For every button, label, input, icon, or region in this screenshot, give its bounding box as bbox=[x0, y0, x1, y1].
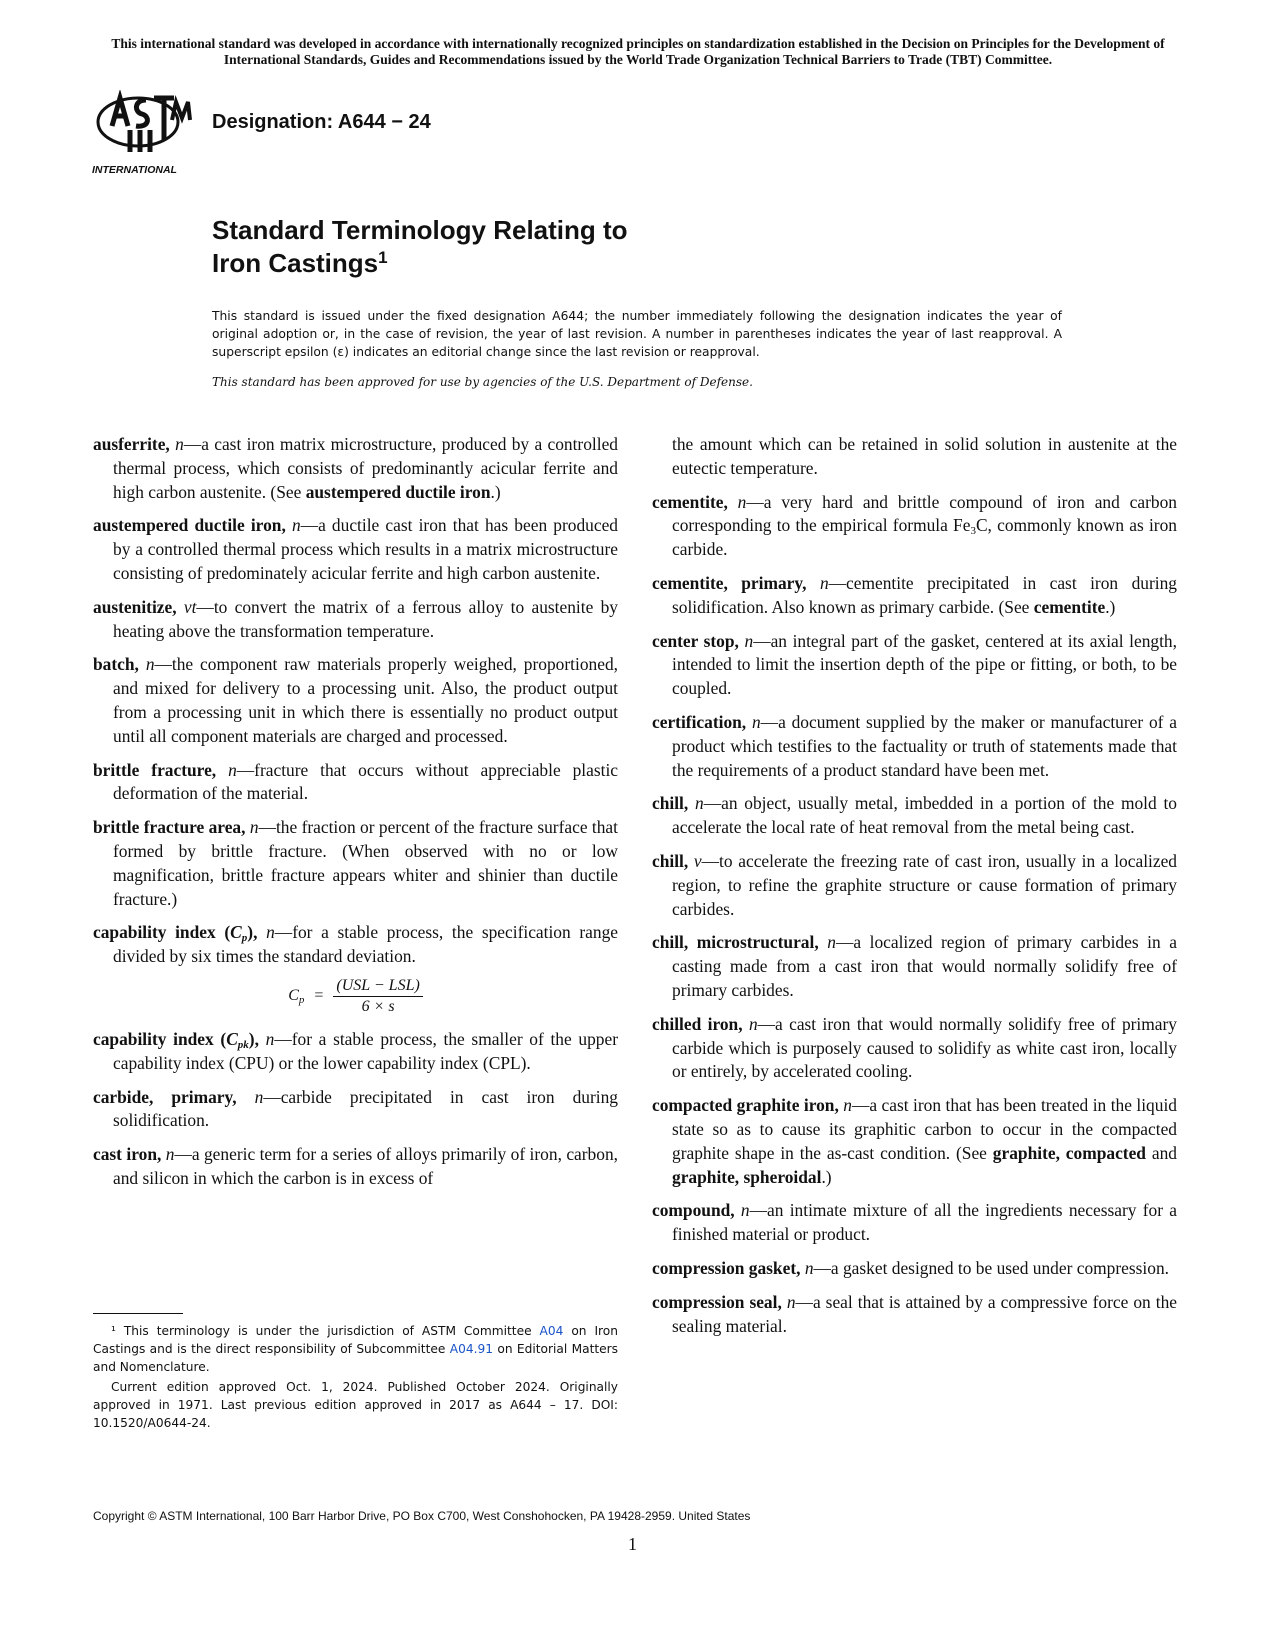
entry-cast-iron-continued: the amount which can be retained in solid solution in austenite at the eutectic temperature. bbox=[672, 434, 1177, 478]
entry-compression-seal: compression seal, n—a seal that is attained by a compressive force on the sealing material. bbox=[652, 1291, 1177, 1336]
entry-brittle-fracture-area: brittle fracture area, n—the fraction or percent of the fracture surface that formed by brittle fracture. (When observed with no or low magnification, brittle fracture appears whiter and shinier than ductile fracture.) bbox=[93, 817, 618, 909]
xref-graphite-compacted: graphite, compacted bbox=[992, 1142, 1146, 1163]
entry-certification: certification, n—a document supplied by the maker or manufacturer of a product which testifies to the factuality or truth of statements made that the requirements of a product standard have been met. bbox=[652, 711, 1177, 780]
entry-cementite: cementite, n—a very hard and brittle compound of iron and carbon corresponding to the empirical formula $Fe_3C$, commonly known as iron carbide. bbox=[652, 491, 1177, 560]
footnote-1: ¹ This terminology is under the jurisdiction of ASTM Committee A04 on Iron Castings and is the direct responsibility of Subcommittee A04.91 on Editorial Matters and Nomenclature. bbox=[93, 1324, 619, 1374]
entry-chilled-iron: chilled iron, n—a cast iron that would normally solidify free of primary carbide which is purposely caused to solidify as white cast iron, locally or entirely, by accelerated cooling. bbox=[652, 1013, 1177, 1082]
designation: Designation: A644 − 24 bbox=[212, 111, 431, 133]
entry-batch: batch, n—the component raw materials properly weighed, proportioned, and mixed for delivery to a processing unit. Also, the product output from a processing unit in which there is essentially no product output until all component materials are charged and processed. bbox=[93, 654, 618, 746]
entry-center-stop: center stop, n—an integral part of the gasket, centered at its axial length, intended to limit the insertion depth of the pipe or fitting, or both, to be coupled. bbox=[652, 630, 1177, 699]
page-title bbox=[212, 214, 628, 280]
entry-chill-verb: chill, v—to accelerate the freezing rate of cast iron, usually in a localized region, to refine the graphite structure or cause formation of primary carbides. bbox=[652, 850, 1177, 919]
entry-capability-index-cp: capability index $(C_p)$, n—for a stable process, the specification range divided by six times the standard deviation. bbox=[93, 922, 618, 967]
entry-ausferrite: ausferrite, n—a cast iron matrix microstructure, produced by a controlled thermal process, which consists of predominantly acicular ferrite and high carbon austenite. (See austempered ductile iron.) bbox=[93, 434, 618, 502]
copyright-line: Copyright © ASTM International, 100 Barr Harbor Drive, PO Box C700, West Conshohocken, PA 19428-2959. United States bbox=[93, 1509, 751, 1523]
entry-compound: compound, n—an intimate mixture of all the ingredients necessary for a finished material or product. bbox=[652, 1200, 1177, 1245]
title-line-1: Standard Terminology Relating to bbox=[212, 215, 628, 245]
formula-numerator: (USL − LSL) bbox=[333, 977, 422, 997]
title-line-2: Iron Castings bbox=[212, 248, 379, 278]
entry-austempered-ductile-iron: austempered ductile iron, n—a ductile cast iron that has been produced by a controlled thermal process which results in a matrix microstructure consisting of predominately acicular ferrite and high carbon austenite. bbox=[93, 515, 618, 583]
entry-chill-noun: chill, n—an object, usually metal, imbedded in a portion of the mold to accelerate the local rate of heat removal from the metal being cast. bbox=[652, 793, 1177, 838]
xref-graphite-spheroidal: graphite, spheroidal bbox=[672, 1166, 822, 1187]
title-footnote-ref: 1 bbox=[378, 248, 388, 267]
footnote-divider bbox=[93, 1313, 183, 1314]
right-column bbox=[652, 433, 1177, 1348]
entry-austenitize: austenitize, vt—to convert the matrix of a ferrous alloy to austenite by heating above the transformation temperature. bbox=[93, 596, 618, 641]
cp-formula: $C_p$ = $\frac{\text{(USL − LSL)}}{6 \times s}$ bbox=[93, 977, 618, 1016]
xref-austempered-ductile-iron: austempered ductile iron bbox=[305, 481, 491, 502]
entry-carbide-primary: carbide, primary, n—carbide precipitated in cast iron during solidification. bbox=[93, 1086, 618, 1131]
entry-brittle-fracture: brittle fracture, n—fracture that occurs without appreciable plastic deformation of the material. bbox=[93, 759, 618, 804]
link-a04-91[interactable]: A04.91 bbox=[449, 1342, 493, 1356]
tbt-notice: This international standard was developed in accordance with internationally recognized principles on standardization established in the Decision on Principles for the Development of International Standards, Guides and Recommendations issued by the World Trade Organization Technical Barriers to Trade (TBT) Committee. bbox=[111, 36, 1165, 67]
left-column bbox=[93, 433, 618, 1201]
entry-compression-gasket: compression gasket, n—a gasket designed to be used under compression. bbox=[652, 1257, 1169, 1278]
xref-cementite: cementite bbox=[1033, 596, 1106, 617]
page-number: 1 bbox=[628, 1534, 637, 1554]
astm-logo bbox=[90, 90, 200, 180]
entry-compacted-graphite-iron: compacted graphite iron, n—a cast iron that has been treated in the liquid state so as to cause its graphitic carbon to occur in the compacted graphite shape in the as-cast condition. (See graphite, compacted and graphite, spheroidal.) bbox=[652, 1095, 1177, 1187]
astm-logo-graphic bbox=[90, 90, 200, 180]
standard-intro: This standard is issued under the fixed designation A644; the number immediately following the designation indicates the year of original adoption or, in the case of revision, the year of last revision. A number in parentheses indicates the year of last reapproval. A superscript epsilon (ε) indicates an editorial change since the last revision or reapproval. bbox=[212, 309, 1062, 359]
entry-cast-iron: cast iron, n—a generic term for a series of alloys primarily of iron, carbon, and silicon in which the carbon is in excess of bbox=[93, 1144, 618, 1188]
dod-approval-note: This standard has been approved for use by agencies of the U.S. Department of Defense. bbox=[212, 375, 753, 389]
formula-denominator: 6 × s bbox=[361, 997, 395, 1015]
link-a04[interactable]: A04 bbox=[539, 1324, 564, 1338]
entry-capability-index-cpk: capability index $(C_{pk})$, n—for a stable process, the smaller of the upper capability index (CPU) or the lower capability index (CPL). bbox=[93, 1028, 618, 1073]
entry-cementite-primary: cementite, primary, n—cementite precipitated in cast iron during solidification. Also known as primary carbide. (See cementite.) bbox=[652, 572, 1177, 617]
logo-org-text: INTERNATIONAL bbox=[92, 164, 177, 176]
entry-chill-microstructural: chill, microstructural, n—a localized region of primary carbides in a casting made from a cast iron that would normally solidify free of primary carbides. bbox=[652, 932, 1177, 1000]
footnote-edition: Current edition approved Oct. 1, 2024. Published October 2024. Originally approved in 1971. Last previous edition approved in 2017 as A644 – 17. DOI: 10.1520/A0644-24. bbox=[93, 1380, 618, 1430]
